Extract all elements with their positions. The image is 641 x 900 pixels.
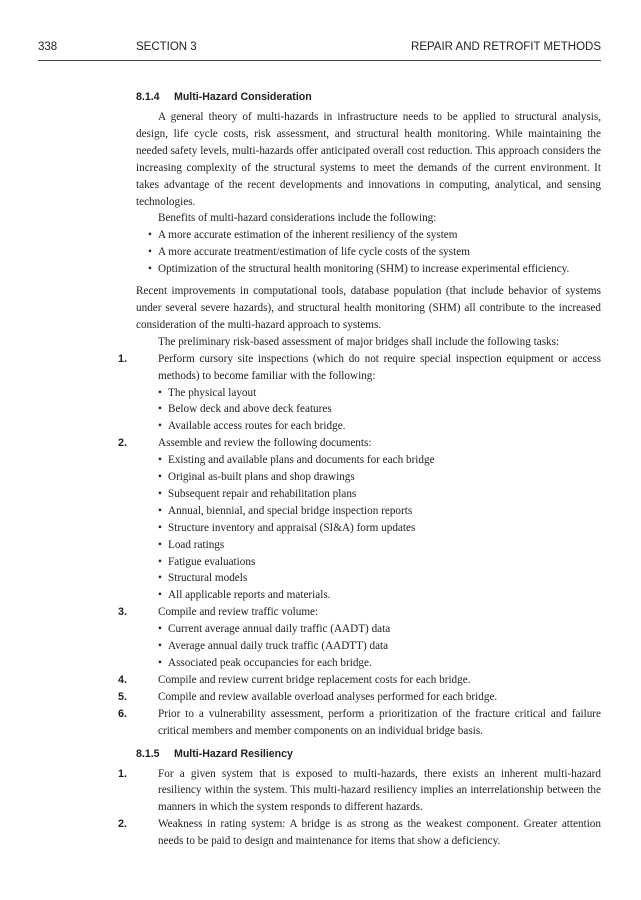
list-item: • Optimization of the structural health monitoring (SHM) to increase experimental efficiency. bbox=[148, 261, 601, 278]
list-item: • Below deck and above deck features bbox=[158, 401, 601, 418]
list-item: • Average annual daily truck traffic (AADTT) data bbox=[158, 638, 601, 655]
list-item: • The physical layout bbox=[158, 385, 601, 402]
item-number: 4. bbox=[118, 673, 128, 686]
task-item bbox=[118, 351, 601, 436]
paragraph: The preliminary risk-based assessment of major bridges shall include the following tasks: bbox=[158, 335, 560, 348]
tasks-list bbox=[118, 351, 601, 740]
sub-list bbox=[158, 385, 601, 436]
task-item bbox=[118, 672, 601, 689]
item-number: 2. bbox=[118, 437, 128, 450]
sub-list bbox=[158, 452, 601, 604]
item-number: 1. bbox=[118, 352, 128, 365]
paragraph: Recent improvements in computational tools, database population (that include behavior of systems under several severe hazards), and structural health monitoring (SHM) all contribute to the increased consideration of the multi-hazard approach to systems. bbox=[136, 285, 601, 331]
list-item: • A more accurate treatment/estimation of life cycle costs of the system bbox=[148, 244, 601, 261]
list-item: • Structural models bbox=[158, 570, 601, 587]
item-text: Perform cursory site inspections (which do not require special inspection equipment or access methods) to become familiar with the following: bbox=[158, 352, 601, 382]
item-text: Compile and review traffic volume: bbox=[158, 606, 319, 619]
task-item bbox=[118, 604, 601, 672]
item-text: For a given system that is exposed to multi-hazards, there exists an inherent multi-hazard resiliency within the system. This multi-hazard resiliency implies an interrelationship between the manners in which the system responds to different hazards. bbox=[158, 767, 601, 814]
list-item: • Current average annual daily traffic (AADT) data bbox=[158, 621, 601, 638]
item-text: Prior to a vulnerability assessment, perform a prioritization of the fracture critical and failure critical members and member components on an individual bridge basis. bbox=[158, 707, 601, 737]
item-number: 5. bbox=[118, 690, 128, 703]
paragraph: A general theory of multi-hazards in infrastructure needs to be applied to structural analysis, design, life cycle costs, risk assessment, and structural health monitoring. While maintaining the needed safety levels, multi-hazards offer anticipated overall cost reduction. This approach considers the increasing complexity of the structural systems to meet the demands of the current environment. It takes advantage of the recent developments and innovations in computing, analytical, and sensing technologies. bbox=[136, 111, 601, 208]
sub-list bbox=[158, 621, 601, 672]
item-number: 6. bbox=[118, 707, 128, 720]
paragraph: Benefits of multi-hazard considerations include the following: bbox=[158, 212, 437, 225]
list-item: • Subsequent repair and rehabilitation plans bbox=[158, 486, 601, 503]
running-header bbox=[38, 41, 601, 59]
item-text: Assemble and review the following documents: bbox=[158, 437, 372, 450]
list-item: • Load ratings bbox=[158, 537, 601, 554]
benefits-list bbox=[136, 227, 601, 278]
resiliency-item bbox=[118, 766, 601, 817]
item-text: Compile and review available overload analyses performed for each bridge. bbox=[158, 690, 498, 703]
task-item bbox=[118, 706, 601, 740]
resiliency-item bbox=[118, 816, 601, 850]
section-number: 8.1.5 bbox=[136, 747, 160, 760]
chapter-title: REPAIR AND RETROFIT METHODS bbox=[411, 41, 601, 53]
list-item: • Existing and available plans and documents for each bridge bbox=[158, 452, 601, 469]
item-number: 2. bbox=[118, 818, 128, 831]
item-text: Weakness in rating system: A bridge is as strong as the weakest component. Greater attention needs to be paid to design and maintenance for items that show a deficiency. bbox=[158, 818, 601, 848]
list-item: • Fatigue evaluations bbox=[158, 554, 601, 571]
header-rule bbox=[38, 60, 601, 61]
section-title: Multi-Hazard Consideration bbox=[174, 91, 312, 103]
list-item: • Available access routes for each bridge. bbox=[158, 418, 601, 435]
list-item: • All applicable reports and materials. bbox=[158, 587, 601, 604]
item-number: 1. bbox=[118, 767, 128, 780]
list-item: • Structure inventory and appraisal (SI&A) form updates bbox=[158, 520, 601, 537]
page-body bbox=[118, 89, 601, 850]
list-item: • Original as-built plans and shop drawings bbox=[158, 469, 601, 486]
list-item: • Annual, biennial, and special bridge inspection reports bbox=[158, 503, 601, 520]
page-number: 338 bbox=[38, 41, 58, 53]
section-number: 8.1.4 bbox=[136, 91, 160, 103]
section-label: SECTION 3 bbox=[136, 41, 197, 53]
section-heading-8-1-4 bbox=[136, 89, 601, 106]
task-item bbox=[118, 689, 601, 706]
list-item: • Associated peak occupancies for each bridge. bbox=[158, 655, 601, 672]
resiliency-list bbox=[118, 766, 601, 851]
list-item: • A more accurate estimation of the inherent resiliency of the system bbox=[148, 227, 601, 244]
item-number: 3. bbox=[118, 606, 128, 619]
section-title: Multi-Hazard Resiliency bbox=[174, 747, 293, 760]
item-text: Compile and review current bridge replacement costs for each bridge. bbox=[158, 673, 471, 686]
task-item bbox=[118, 435, 601, 604]
section-heading-8-1-5 bbox=[136, 746, 601, 763]
